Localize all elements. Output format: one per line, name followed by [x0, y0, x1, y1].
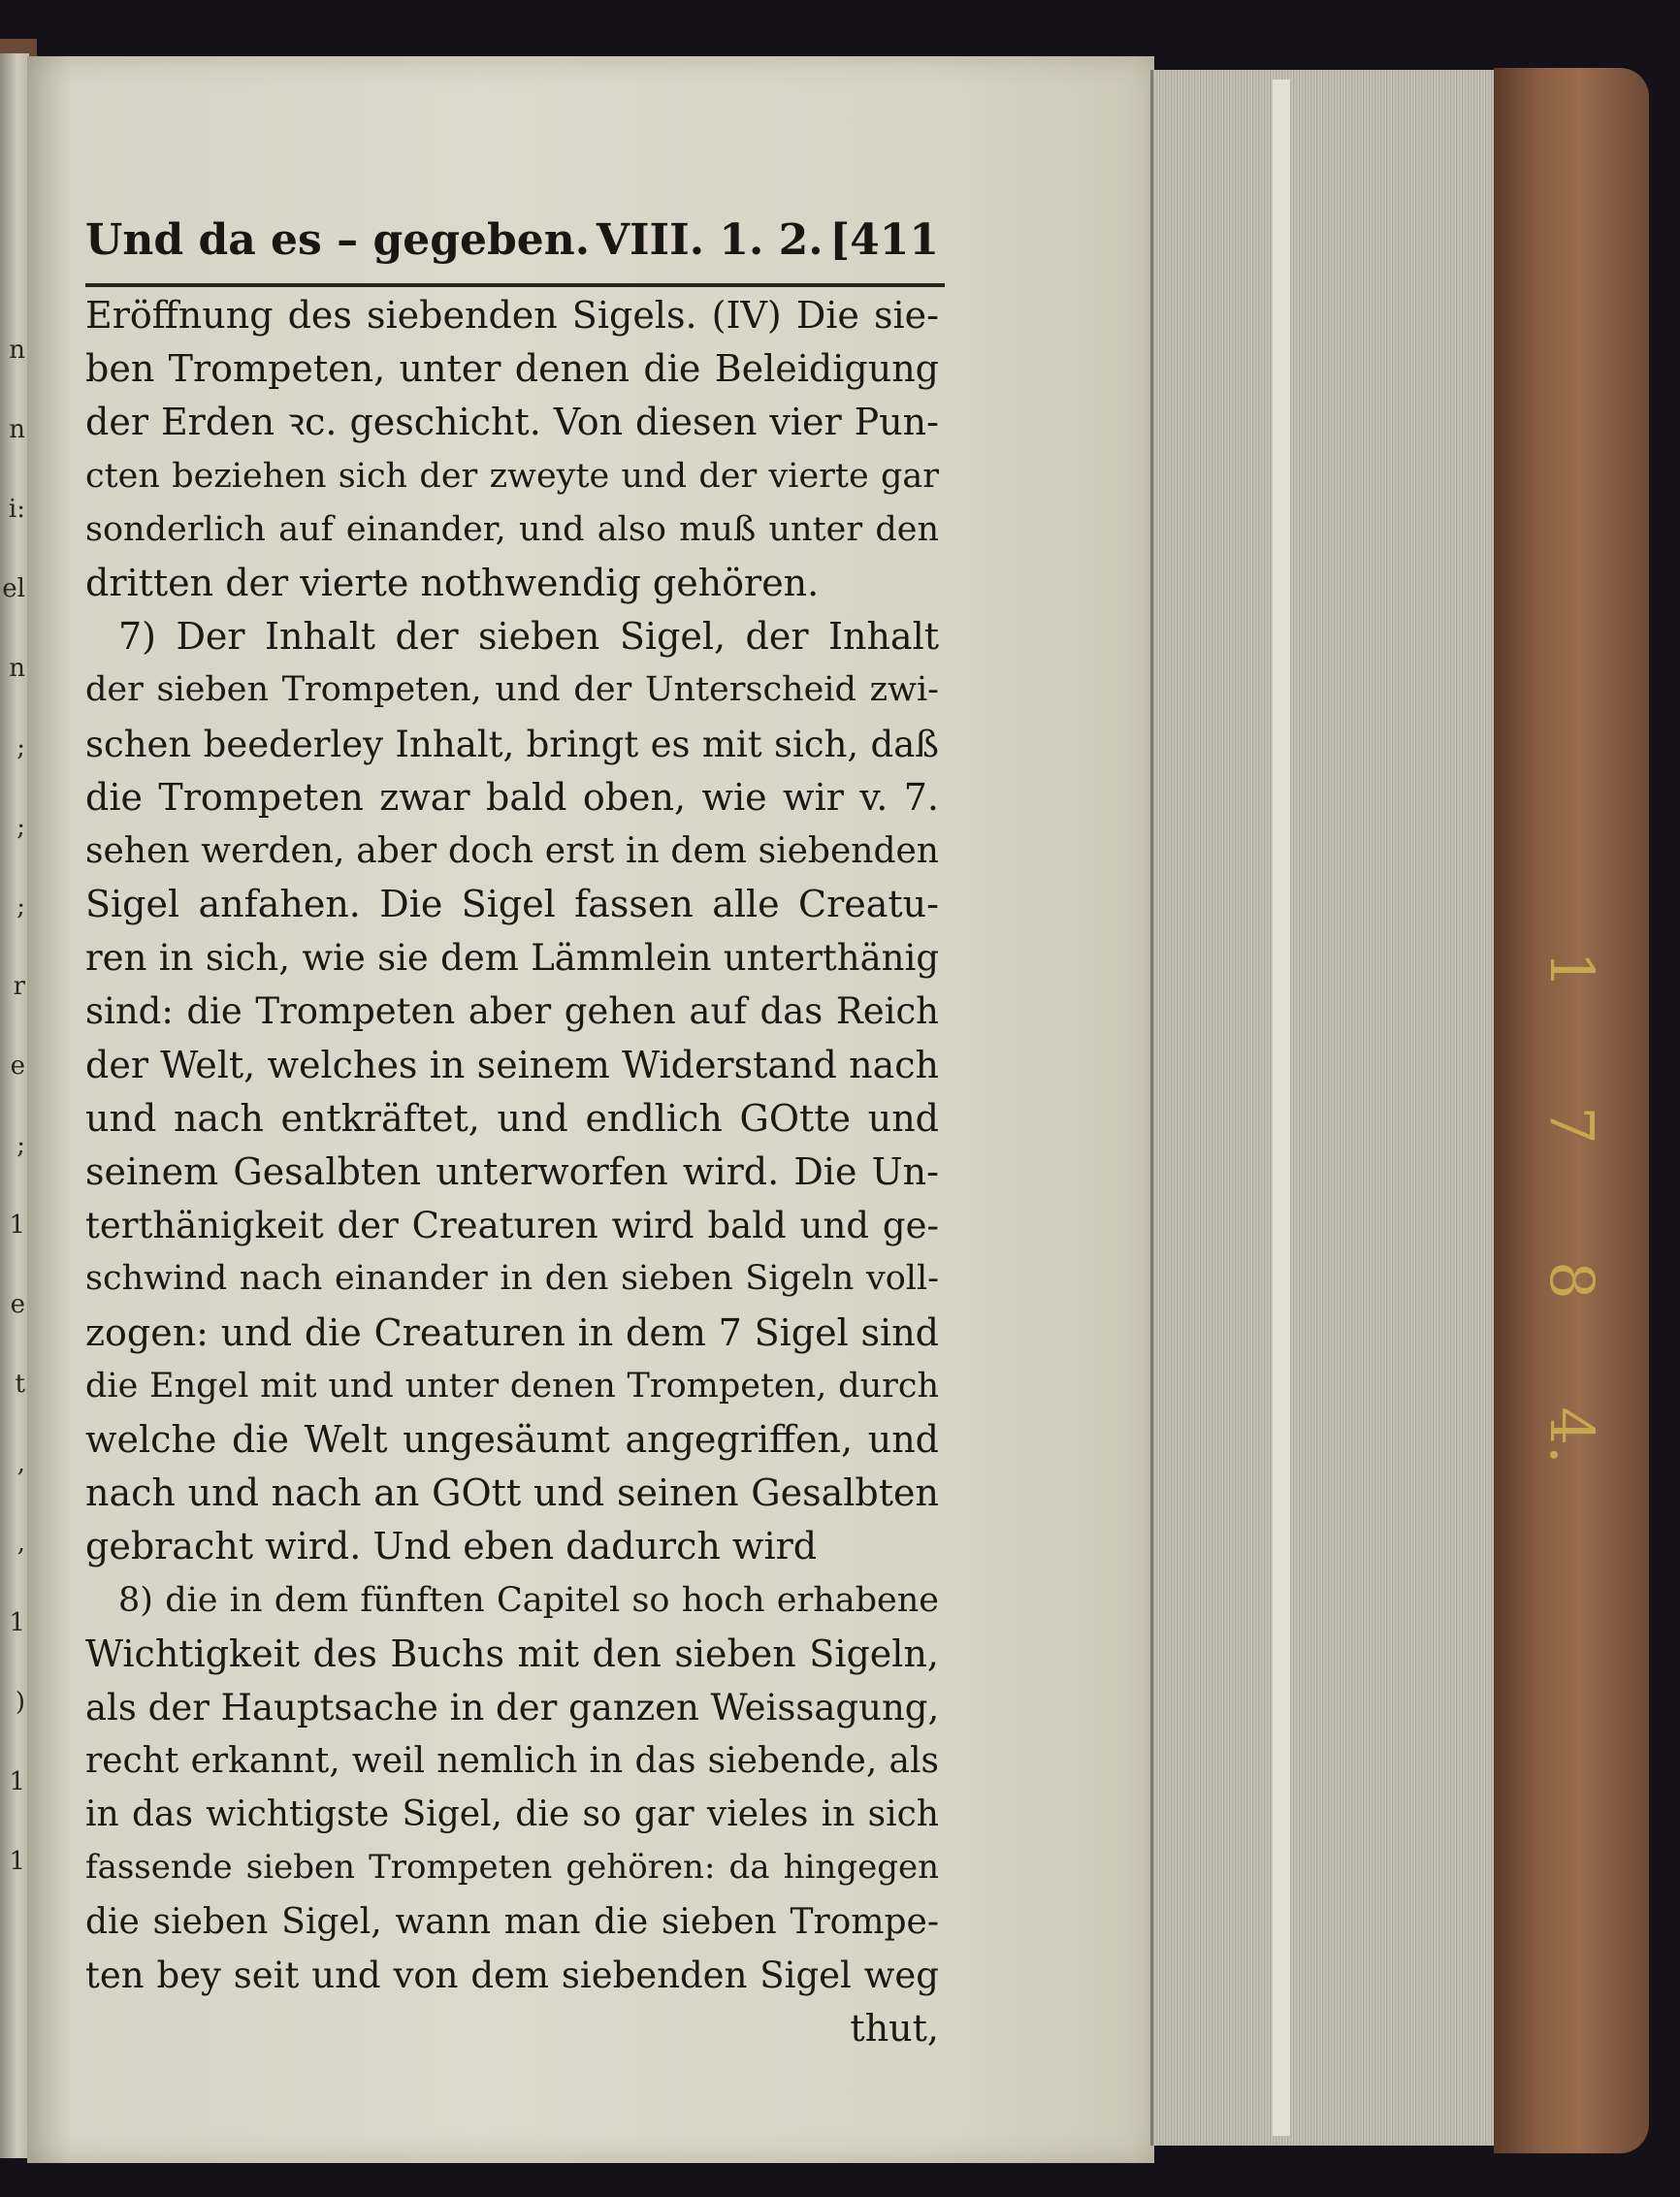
- text-line: der sieben Trompeten, und der Unterscheid zwi-: [85, 670, 939, 710]
- left-page-letter: e: [10, 1290, 25, 1319]
- text-line: zogen: und die Creaturen in dem 7 Sigel sind: [85, 1310, 939, 1354]
- text-line: der Erden ꝛc. geschicht. Von diesen vier Pun-: [85, 401, 939, 444]
- text-line: Wichtigkeit des Buchs mit den sieben Sigeln,: [85, 1632, 939, 1675]
- text-line: Eröffnung des siebenden Sigels. (IV) Die sie-: [85, 294, 939, 337]
- text-line: 7) Der Inhalt der sieben Sigel, der Inhalt: [118, 615, 939, 659]
- spine-year: [1499, 892, 1644, 1513]
- left-page-letter: ;: [16, 813, 25, 842]
- text-line: die Trompeten zwar bald oben, wie wir v. 7.: [85, 775, 939, 819]
- left-page-letter: 1: [9, 1847, 25, 1876]
- text-line: schen beederley Inhalt, bringt es mit sich, daß: [85, 723, 939, 765]
- text-line: thut,: [850, 2007, 939, 2050]
- text-line: Sigel anfahen. Die Sigel fassen alle Creatu-: [85, 883, 939, 926]
- text-line: cten beziehen sich der zweyte und der vierte gar: [85, 456, 939, 496]
- text-line: welche die Welt ungesäumt angegriffen, und: [85, 1417, 939, 1461]
- left-page-fragments: [0, 310, 25, 1901]
- text-line: in das wichtigste Sigel, die so gar vieles in sich: [85, 1794, 939, 1835]
- left-page-letter: ;: [16, 1131, 25, 1160]
- left-page-letter: r: [13, 972, 25, 1001]
- text-line: ten bey seit und von dem siebenden Sigel weg: [85, 1954, 939, 1996]
- text-line: 8) die in dem fünften Capitel so hoch erhabene: [118, 1580, 939, 1620]
- left-page-letter: e: [10, 1051, 25, 1081]
- left-page-letter: ,: [16, 1529, 25, 1558]
- left-page-letter: ,: [16, 1449, 25, 1478]
- spine-digit: 8: [1536, 1261, 1607, 1300]
- left-page-letter: 1: [9, 1767, 25, 1796]
- text-line: seinem Gesalbten unterworfen wird. Die Un-: [85, 1150, 939, 1193]
- left-page-letter: t: [15, 1370, 25, 1399]
- running-title: Und da es – gegeben.: [85, 215, 591, 265]
- left-page-letter: 1: [9, 1608, 25, 1637]
- spine-digit: 1: [1536, 951, 1607, 989]
- text-line: der Welt, welches in seinem Widerstand nach: [85, 1043, 939, 1086]
- left-page-letter: ): [15, 1688, 25, 1717]
- text-line: fassende sieben Trompeten gehören: da hingegen: [85, 1848, 939, 1888]
- text-line: sehen werden, aber doch erst in dem siebenden: [85, 830, 939, 871]
- text-line: nach und nach an GOtt und seinen Gesalbten: [85, 1471, 939, 1515]
- text-line: sind: die Trompeten aber gehen auf das Reich: [85, 990, 939, 1033]
- page-fore-edge: [1150, 70, 1502, 2146]
- left-page-letter: ;: [16, 733, 25, 762]
- left-page-letter: n: [9, 336, 25, 365]
- spine-digit: 7: [1536, 1106, 1607, 1145]
- running-header: [85, 215, 939, 274]
- left-page-letter: i:: [8, 495, 25, 524]
- text-line: die Engel mit und unter denen Trompeten, durch: [85, 1366, 939, 1405]
- header-rule: [85, 283, 945, 287]
- text-line: dritten der vierte nothwendig gehören.: [85, 561, 820, 604]
- text-line: ren in sich, wie sie dem Lämmlein unterthänig: [85, 937, 939, 980]
- chapter-reference: VIII. 1. 2.: [596, 215, 824, 265]
- text-line: und nach entkräftet, und endlich GOtte und: [85, 1096, 939, 1140]
- text-line: terthänigkeit der Creaturen wird bald und ge-: [85, 1205, 939, 1247]
- text-line: recht erkannt, weil nemlich in das siebende, als: [85, 1741, 939, 1782]
- text-line: sonderlich auf einander, und also muß unter den: [85, 509, 939, 549]
- text-line: ben Trompeten, unter denen die Beleidigung: [85, 347, 939, 391]
- text-line: gebracht wird. Und eben dadurch wird: [85, 1525, 818, 1568]
- text-line: als der Hauptsache in der ganzen Weissagung,: [85, 1686, 940, 1729]
- page-body-text: [85, 289, 939, 2055]
- left-page-letter: el: [2, 574, 25, 603]
- text-line: schwind nach einander in den sieben Sigeln voll-: [85, 1259, 939, 1299]
- left-page-letter: 1: [9, 1211, 25, 1240]
- spine-digit: 4.: [1536, 1406, 1607, 1465]
- left-page-letter: n: [9, 415, 25, 444]
- page-number: [411: [829, 215, 939, 265]
- page-edge-highlight: [1273, 80, 1290, 2136]
- text-line: die sieben Sigel, wann man die sieben Trompe-: [85, 1901, 939, 1942]
- left-page-letter: ;: [16, 892, 25, 921]
- left-page-letter: n: [9, 654, 25, 683]
